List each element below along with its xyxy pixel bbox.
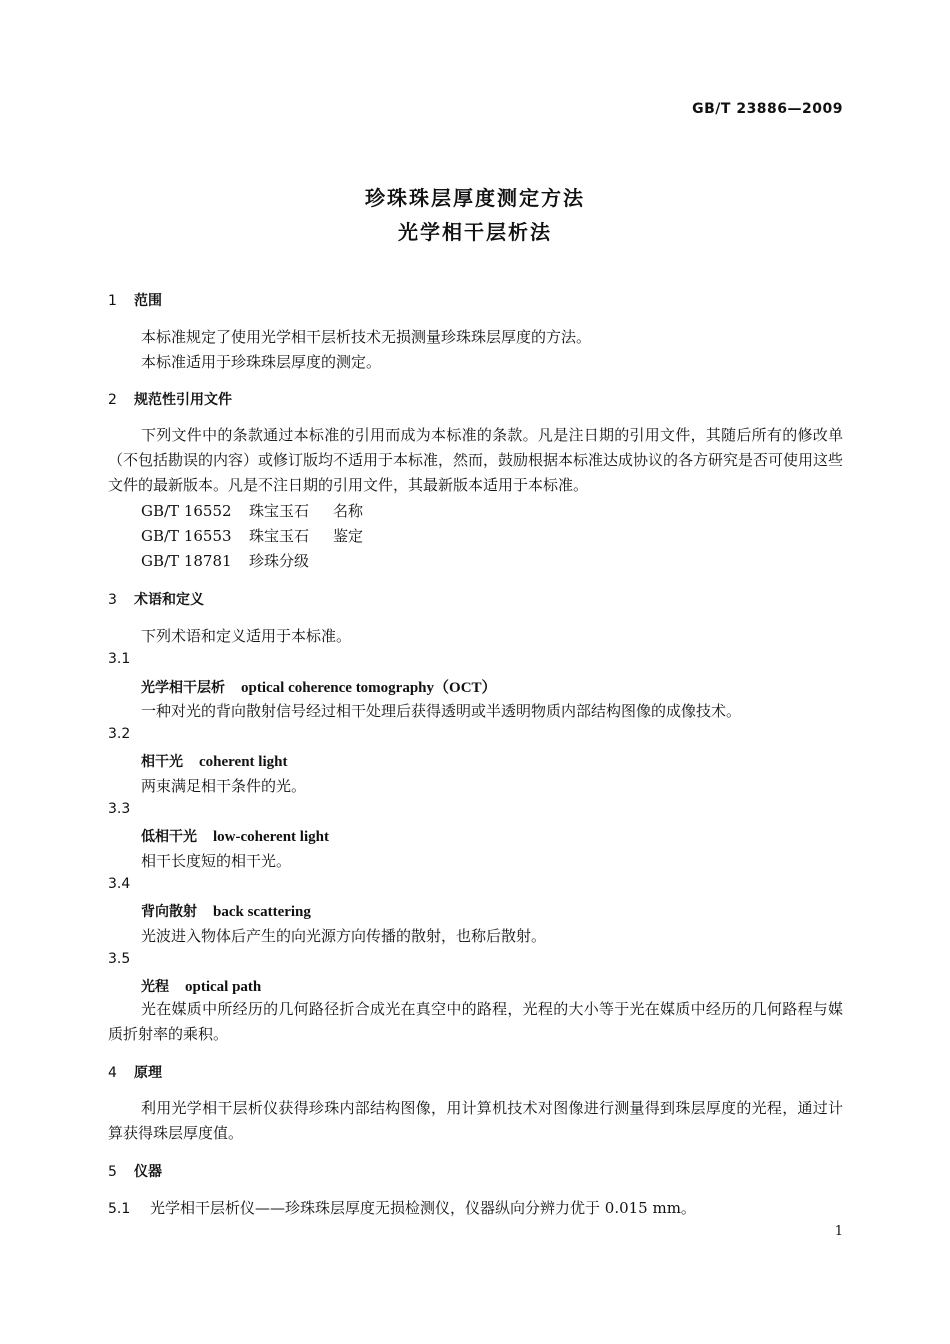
term-definition: 两束满足相干条件的光。: [141, 777, 307, 795]
section-title: 规范性引用文件: [134, 392, 232, 408]
term-heading: 相干光 coherent light: [141, 754, 288, 770]
term-number: 3.2: [108, 726, 131, 742]
reference-item: GB/T 18781 珍珠分级: [141, 552, 310, 570]
term-number: 3.1: [108, 651, 131, 667]
section-heading-3: [108, 589, 204, 609]
section-heading-1: [108, 290, 162, 310]
term-heading: 低相干光 low-coherent light: [141, 829, 329, 845]
term-number: 3.3: [108, 801, 131, 817]
paragraph: 利用光学相干层析仪获得珍珠内部结构图像，用计算机技术对图像进行测量得到珠层厚度的光程，通过计算获得珠层厚度值。: [108, 1099, 843, 1142]
section-number: 2: [108, 392, 117, 408]
clause-5-1: 5.1 光学相干层析仪——珍珠珠层厚度无损检测仪，仪器纵向分辨力优于 0.015 mm。: [108, 1199, 696, 1217]
term-definition: 光在媒质中所经历的几何路径折合成光在真空中的路程，光程的大小等于光在媒质中经历的几何路程与媒质折射率的乘积。: [108, 1000, 843, 1043]
section-heading-4: [108, 1062, 162, 1082]
term-definition: 相干长度短的相干光。: [141, 852, 292, 870]
page-number: 1: [834, 1224, 843, 1239]
standard-number: GB/T 23886—2009: [692, 101, 843, 117]
reference-item: GB/T 16553 珠宝玉石 鉴定: [141, 527, 364, 545]
section-number: 4: [108, 1065, 117, 1081]
section-title: 范围: [134, 293, 162, 309]
term-definition: 一种对光的背向散射信号经过相干处理后获得透明或半透明物质内部结构图像的成像技术。: [141, 702, 742, 720]
section-number: 3: [108, 592, 117, 608]
section-heading-5: [108, 1161, 162, 1181]
term-heading: 光程 optical path: [141, 979, 262, 995]
term-number: 3.4: [108, 876, 131, 892]
paragraph: 本标准适用于珍珠珠层厚度的测定。: [141, 353, 382, 371]
term-number: 3.5: [108, 951, 131, 967]
section-title: 原理: [134, 1065, 162, 1081]
section-title: 仪器: [134, 1164, 162, 1180]
paragraph: 下列文件中的条款通过本标准的引用而成为本标准的条款。凡是注日期的引用文件，其随后所有的修改单（不包括勘误的内容）或修订版均不适用于本标准，然而，鼓励根据本标准达成协议的各方研究是否可使用这些文件的最新版本。凡是不注日期的引用文件，其最新版本适用于本标准。: [108, 426, 844, 494]
term-heading: 光学相干层析 optical coherence tomography（OCT）: [141, 680, 497, 696]
term-heading: 背向散射 back scattering: [141, 904, 311, 920]
paragraph: 下列术语和定义适用于本标准。: [141, 627, 352, 645]
term-definition: 光波进入物体后产生的向光源方向传播的散射，也称后散射。: [141, 927, 547, 945]
document-title-line1: 珍珠珠层厚度测定方法: [365, 186, 585, 210]
section-title: 术语和定义: [134, 592, 204, 608]
paragraph: 本标准规定了使用光学相干层析技术无损测量珍珠珠层厚度的方法。: [141, 328, 592, 346]
reference-item: GB/T 16552 珠宝玉石 名称: [141, 502, 364, 520]
section-heading-2: [108, 389, 232, 409]
section-number: 5: [108, 1164, 117, 1180]
section-number: 1: [108, 293, 117, 309]
document-title-line2: 光学相干层析法: [398, 220, 552, 244]
